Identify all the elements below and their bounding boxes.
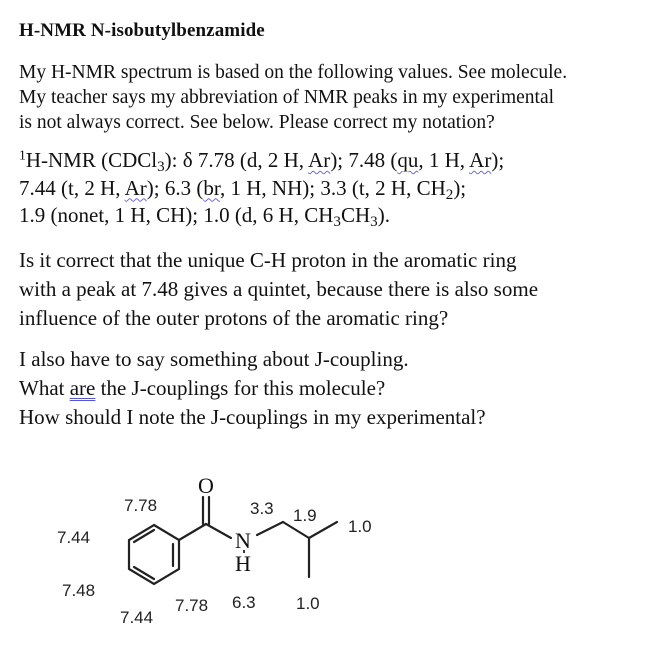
nmr-line-1 bbox=[19, 147, 504, 175]
intro-line-2: My teacher says my abbreviation of NMR peaks in my experimental bbox=[19, 87, 555, 108]
oxygen-atom: O bbox=[198, 473, 214, 498]
nmr-line-3 bbox=[19, 202, 504, 230]
spell-flag-br[interactable]: br bbox=[203, 175, 220, 200]
hydrogen-atom: H bbox=[235, 551, 251, 576]
nmr-superscript: 1 bbox=[19, 147, 26, 163]
shift-label-ch3: 1.0 bbox=[296, 594, 320, 613]
grammar-flag-are[interactable]: are bbox=[69, 376, 96, 400]
spell-flag-ar[interactable]: Ar bbox=[469, 148, 492, 172]
nmr-text: ): δ 7.78 (d, 2 H, bbox=[164, 148, 309, 172]
nmr-subscript: 3 bbox=[157, 158, 165, 175]
question2-text: the J-couplings for this molecule? bbox=[95, 376, 386, 400]
nmr-subscript: 2 bbox=[445, 186, 454, 203]
spell-flag-ar[interactable]: Ar bbox=[308, 148, 331, 172]
nitrogen-atom: N bbox=[235, 528, 251, 553]
nmr-heading: H-NMR (CDCl bbox=[25, 148, 158, 172]
nmr-text: ); bbox=[453, 175, 467, 200]
intro-line-3: is not always correct. See below. Please correct my notation? bbox=[19, 112, 495, 133]
nmr-subscript: 3 bbox=[333, 213, 341, 230]
question-jcoupling-paragraph bbox=[19, 345, 486, 432]
amide-cn-bond bbox=[206, 524, 231, 538]
shift-label-para: 7.48 bbox=[62, 581, 96, 600]
nmr-text: , 1 H, bbox=[418, 148, 470, 172]
shift-label-ch2: 3.3 bbox=[250, 499, 274, 518]
nmr-text: 7.44 (t, 2 H, bbox=[19, 175, 125, 200]
question2-text: What bbox=[19, 376, 70, 400]
shift-label-ch: 1.9 bbox=[293, 506, 317, 525]
question-quintet-paragraph bbox=[19, 246, 538, 333]
question1-line-3: influence of the outer protons of the aromatic ring? bbox=[19, 306, 449, 330]
nmr-text: ); 7.48 ( bbox=[330, 148, 398, 172]
document-title: H-NMR N-isobutylbenzamide bbox=[19, 20, 265, 41]
intro-line-1: My H-NMR spectrum is based on the following values. See molecule. bbox=[19, 62, 568, 83]
nmr-line-2 bbox=[19, 175, 504, 203]
n-ch2-bond bbox=[257, 522, 283, 535]
shift-label-meta: 7.44 bbox=[120, 608, 154, 627]
question1-line-2: with a peak at 7.48 gives a quintet, because there is also some bbox=[19, 277, 539, 301]
nmr-subscript: 3 bbox=[370, 213, 378, 230]
nmr-text: 1.9 (nonet, 1 H, CH); 1.0 (d, 6 H, CH bbox=[19, 203, 334, 227]
shift-label-ch3: 1.0 bbox=[348, 517, 372, 536]
molecule-structure bbox=[0, 440, 646, 658]
shift-label-ortho: 7.78 bbox=[124, 496, 158, 515]
intro-paragraph bbox=[19, 60, 567, 135]
nmr-data-paragraph bbox=[19, 147, 504, 230]
shift-label-meta: 7.44 bbox=[57, 528, 91, 547]
question2-line-2 bbox=[19, 374, 486, 403]
nmr-text: , 1 H, NH); 3.3 (t, 2 H, CH bbox=[220, 175, 446, 200]
question1-line-1: Is it correct that the unique C-H proton in the aromatic ring bbox=[19, 248, 517, 272]
shift-label-ortho: 7.78 bbox=[175, 596, 209, 615]
question2-line-1: I also have to say something about J-coupling. bbox=[19, 347, 409, 371]
nmr-text: ). bbox=[377, 203, 390, 227]
nmr-text: ); bbox=[491, 148, 505, 172]
shift-label-nh: 6.3 bbox=[232, 593, 256, 612]
question2-line-3: How should I note the J-couplings in my experimental? bbox=[19, 405, 486, 429]
spell-flag-qu[interactable]: qu bbox=[397, 148, 419, 172]
nmr-text: CH bbox=[340, 203, 371, 227]
benzene-ring bbox=[129, 525, 179, 584]
spell-flag-ar[interactable]: Ar bbox=[124, 175, 147, 200]
ring-to-carbonyl-bond bbox=[179, 524, 206, 540]
nmr-text: ); 6.3 ( bbox=[146, 175, 204, 200]
